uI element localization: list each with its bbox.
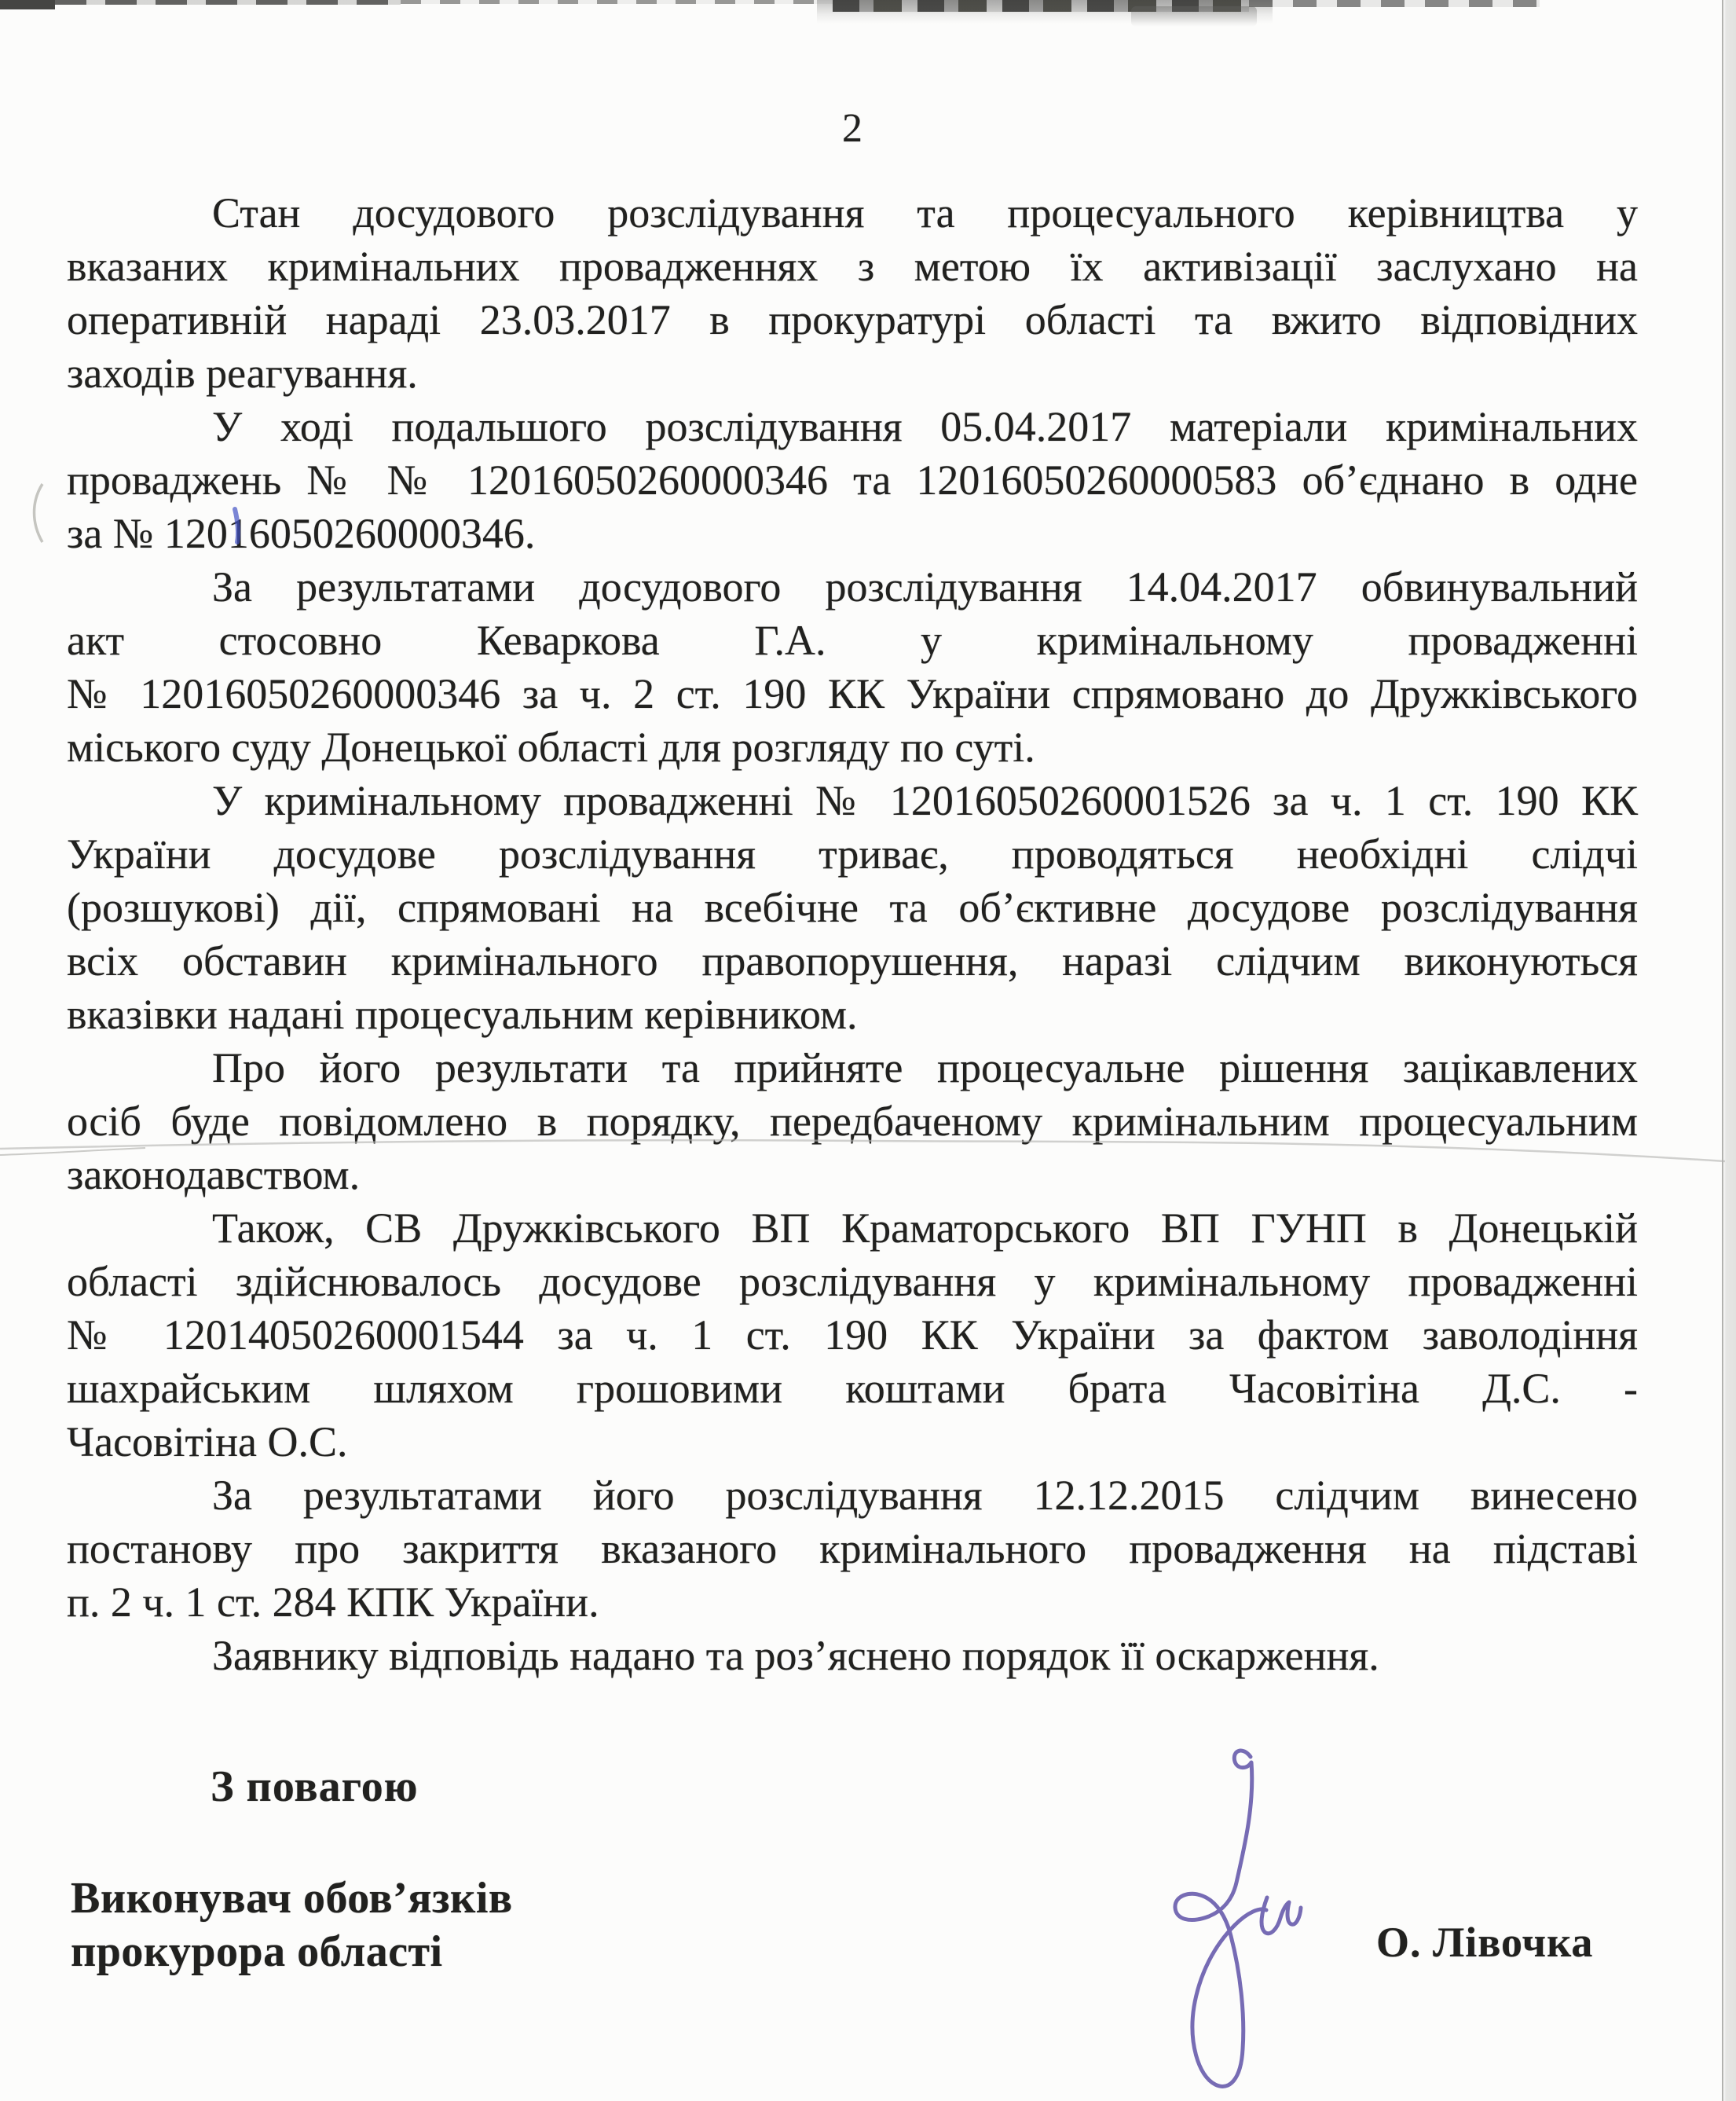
text-line: заходів реагування. bbox=[67, 350, 418, 397]
scan-artifact-top-smudge bbox=[833, 0, 1249, 12]
signer-title bbox=[71, 1872, 513, 1978]
text-line: оперативній нараді 23.03.2017 в прокуратурі області та вжито відповідних bbox=[67, 296, 1638, 343]
text-line: осіб буде повідомлено в порядку, передбаченому кримінальним процесуальним bbox=[67, 1098, 1638, 1145]
text-line: За результатами досудового розслідування 14.04.2017 обвинувальний bbox=[212, 563, 1638, 610]
scan-artifact-top-strip bbox=[55, 0, 401, 5]
text-line: Заявнику відповідь надано та роз’яснено порядок її оскарження. bbox=[212, 1632, 1379, 1679]
text-line: № 12014050260001544 за ч. 1 ст. 190 КК України за фактом заволодіння bbox=[67, 1311, 1638, 1358]
scan-artifact-top-smudge-halo bbox=[817, 0, 1273, 24]
text-line: У кримінальному провадженні № 12016050260001526 за ч. 1 ст. 190 КК bbox=[212, 777, 1638, 824]
text-line: області здійснювалось досудове розслідування у кримінальному провадженні bbox=[67, 1258, 1638, 1305]
paragraph bbox=[67, 1041, 1638, 1201]
signer-title-line-1: Виконувач обов’язків bbox=[71, 1874, 513, 1923]
paragraph bbox=[67, 186, 1638, 400]
paragraph bbox=[67, 1468, 1638, 1629]
paragraph bbox=[67, 400, 1638, 560]
scan-artifact-top-left bbox=[0, 0, 55, 9]
text-line: № 12016050260000346 за ч. 2 ст. 190 КК України спрямовано до Дружківського bbox=[67, 670, 1638, 717]
text-line: всіх обставин кримінального правопорушення, наразі слідчим виконуються bbox=[67, 937, 1638, 984]
text-line: постанову про закриття вказаного кримінального провадження на підставі bbox=[67, 1525, 1638, 1572]
scan-artifact-top-dashes bbox=[401, 0, 833, 4]
text-line: (розшукові) дії, спрямовані на всебічне та об’єктивне досудове розслідування bbox=[67, 884, 1638, 931]
text-line: законодавством. bbox=[67, 1151, 361, 1198]
text-line: міського суду Донецької області для розгляду по суті. bbox=[67, 724, 1035, 771]
signer-title-line-2: прокурора області bbox=[71, 1927, 443, 1976]
text-line: Про його результати та прийняте процесуальне рішення зацікавлених bbox=[212, 1044, 1638, 1091]
text-line: України досудове розслідування триває, проводяться необхідні слідчі bbox=[67, 830, 1638, 878]
text-line: шахрайським шляхом грошовими коштами брата Часовітіна Д.С. - bbox=[67, 1365, 1638, 1412]
page-number: 2 bbox=[842, 106, 863, 151]
text-line: п. 2 ч. 1 ст. 284 КПК України. bbox=[67, 1578, 599, 1626]
text-line: вказівки надані процесуальним керівником. bbox=[67, 991, 858, 1038]
text-line: У ході подальшого розслідування 05.04.2017 матеріали кримінальних bbox=[212, 403, 1638, 450]
text-line: акт стосовно Кеваркова Г.А. у кримінальному провадженні bbox=[67, 617, 1638, 664]
text-line: Стан досудового розслідування та процесуального керівництва у bbox=[212, 189, 1638, 236]
document-body bbox=[67, 186, 1638, 1682]
scan-artifact-top-right-dashes bbox=[1249, 0, 1540, 7]
margin-paren-mark bbox=[35, 484, 43, 542]
scan-artifact-top-right-smudge bbox=[1131, 6, 1257, 27]
signer-name: О. Лівочка bbox=[1376, 1919, 1594, 1966]
text-line: проваджень № № 12016050260000346 та 12016050260000583 об’єднано в одне bbox=[67, 456, 1638, 504]
signature-ink bbox=[1175, 1751, 1301, 2086]
closing-salutation: З повагою bbox=[211, 1762, 419, 1811]
text-line: За результатами його розслідування 12.12.2015 слідчим винесено bbox=[212, 1472, 1638, 1519]
text-line: вказаних кримінальних провадженнях з метою їх активізації заслухано на bbox=[67, 243, 1638, 290]
scan-page-right-edge-shadow bbox=[1722, 0, 1736, 2101]
paragraph bbox=[67, 1629, 1638, 1682]
paragraph bbox=[67, 560, 1638, 774]
text-line: Часовітіна О.С. bbox=[67, 1418, 348, 1465]
paragraph bbox=[67, 1201, 1638, 1468]
paragraph bbox=[67, 774, 1638, 1041]
text-line: Також, СВ Дружківського ВП Краматорського ВП ГУНП в Донецькій bbox=[212, 1204, 1638, 1252]
text-line: за № 12016050260000346. bbox=[67, 510, 536, 557]
